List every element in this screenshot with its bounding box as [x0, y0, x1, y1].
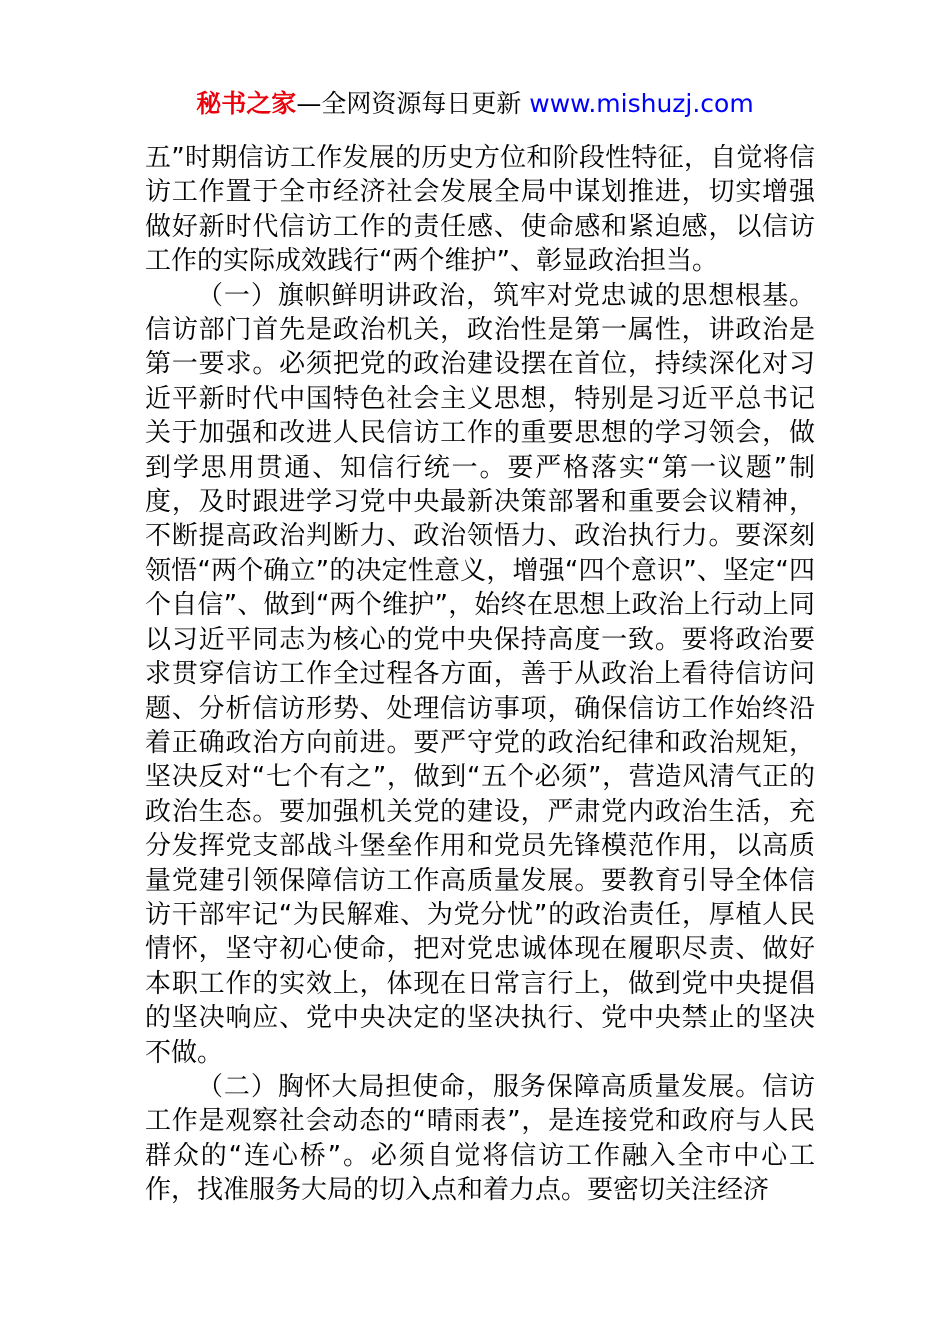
paragraph-section-two: （二）胸怀大局担使命，服务保障高质量发展。信访工作是观察社会动态的“晴雨表”，是连接党和政府与人民群众的“连心桥”。必须自觉将信访工作融入全市中心工作，找准服务大局的切入点和着力点。要密切关注经济 [145, 1071, 815, 1206]
site-url-link[interactable]: www.mishuzj.com [529, 89, 754, 118]
header-slogan: —全网资源每日更新 [296, 89, 522, 118]
page-header [0, 86, 950, 122]
brand-name: 秘书之家 [196, 89, 297, 118]
paragraph-continuation: 五”时期信访工作发展的历史方位和阶段性特征，自觉将信访工作置于全市经济社会发展全局中谋划推进，切实增强做好新时代信访工作的责任感、使命感和紧迫感，以信访工作的实际成效践行“两个维护”、彰显政治担当。 [145, 143, 815, 277]
document-body [145, 141, 815, 1208]
paragraph-section-one: （一）旗帜鲜明讲政治，筑牢对党忠诚的思想根基。信访部门首先是政治机关，政治性是第一属性，讲政治是第一要求。必须把党的政治建设摆在首位，持续深化对习近平新时代中国特色社会主义思想，特别是习近平总书记关于加强和改进人民信访工作的重要思想的学习领会，做到学思用贯通、知信行统一。要严格落实“第一议题”制度，及时跟进学习党中央最新决策部署和重要会议精神，不断提高政治判断力、政治领悟力、政治执行力。要深刻领悟“两个确立”的决定性意义，增强“四个意识”、坚定“四个自信”、做到“两个维护”，始终在思想上政治上行动上同以习近平同志为核心的党中央保持高度一致。要将政治要求贯穿信访工作全过程各方面，善于从政治上看待信访问题、分析信访形势、处理信访事项，确保信访工作始终沿着正确政治方向前进。要严守党的政治纪律和政治规矩，坚决反对“七个有之”，做到“五个必须”，营造风清气正的政治生态。要加强机关党的建设，严肃党内政治生活，充分发挥党支部战斗堡垒作用和党员先锋模范作用，以高质量党建引领保障信访工作高质量发展。要教育引导全体信访干部牢记“为民解难、为党分忧”的政治责任，厚植人民情怀，坚守初心使命，把对党忠诚体现在履职尽责、做好本职工作的实效上，体现在日常言行上，做到党中央提倡的坚决响应、党中央决定的坚决执行、党中央禁止的坚决不做。 [145, 280, 815, 1068]
